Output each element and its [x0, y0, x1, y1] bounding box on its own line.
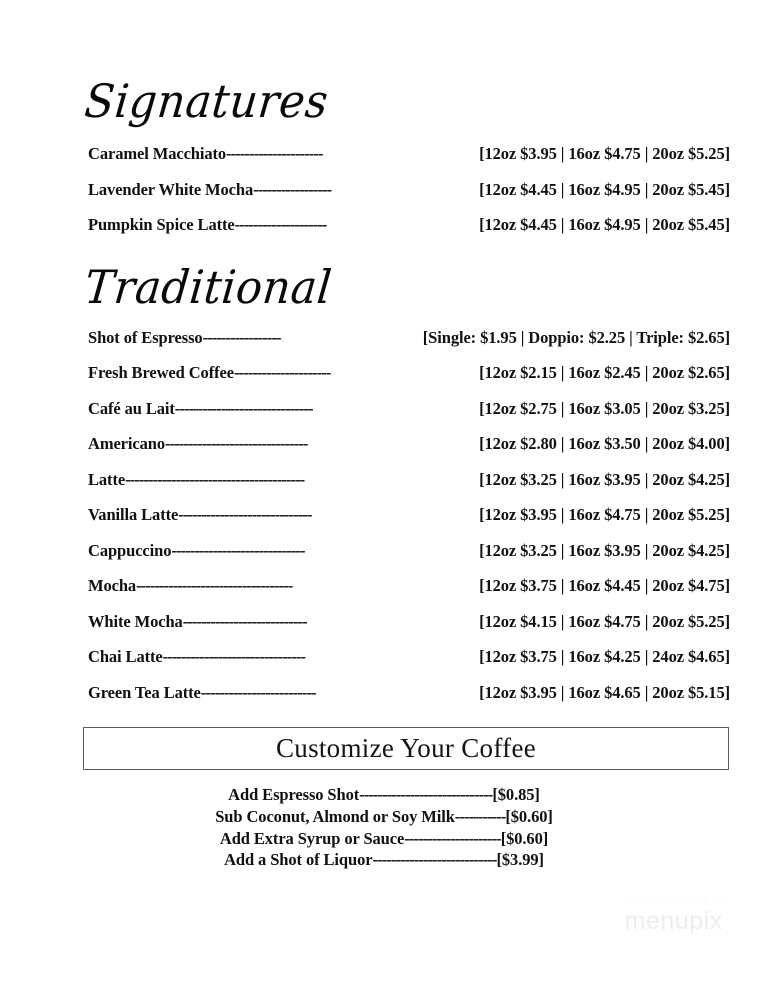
leader-dashes: ---------------------: [226, 146, 323, 163]
addon-row: [220, 828, 548, 850]
menu-item-price: [12oz $4.45 | 16oz $4.95 | 20oz $5.45]: [479, 179, 730, 199]
addons-list: [38, 784, 730, 871]
leader-dashes: --------------------: [234, 217, 327, 234]
menu-item-price: [12oz $2.15 | 16oz $2.45 | 20oz $2.65]: [479, 363, 730, 382]
leader-dashes: -----------------------------: [171, 542, 305, 559]
leader-dashes: -----------------: [202, 329, 281, 346]
menu-item-price: [12oz $2.80 | 16oz $3.50 | 20oz $4.00]: [479, 434, 730, 453]
menu-item-row: [88, 682, 730, 702]
menu-item-name: Lavender White Mocha: [88, 179, 254, 199]
leader-dashes: -------------------------------: [162, 649, 306, 666]
watermark-subtitle: full menu online at: [623, 893, 724, 905]
menu-item-name: Pumpkin Spice Latte: [88, 215, 235, 234]
menu-item-price: [12oz $3.75 | 16oz $4.45 | 20oz $4.75]: [479, 576, 730, 595]
traditional-section: [38, 234, 730, 314]
menu-item-name: Vanilla Latte: [88, 505, 179, 524]
leader-dashes: ---------------------------: [372, 850, 497, 870]
menu-item-row: [88, 469, 730, 489]
menu-item-price: [12oz $3.95 | 16oz $4.75 | 20oz $5.25]: [479, 505, 730, 524]
addon-name: Sub Coconut, Almond or Soy Milk: [215, 806, 455, 826]
menu-item-price: [Single: $1.95 | Doppio: $2.25 | Triple: $2.65]: [422, 327, 730, 347]
menu-item-name: Fresh Brewed Coffee: [88, 363, 234, 382]
menu-item-row: [88, 179, 730, 199]
leader-dashes: ---------------------------: [182, 613, 307, 630]
leader-dashes: ------------------------------: [174, 400, 313, 417]
menu-item-row: [88, 649, 730, 666]
signatures-item-list: [38, 146, 730, 234]
menu-item-row: [88, 146, 730, 163]
menu-item-row: [88, 611, 730, 631]
menu-item-row: [88, 217, 730, 234]
menu-item-row: [88, 365, 730, 382]
traditional-item-list: [38, 327, 730, 702]
addon-name: Add a Shot of Liquor: [224, 850, 373, 870]
menu-item-price: [12oz $3.95 | 16oz $4.75 | 20oz $5.25]: [479, 144, 730, 163]
customize-title: Customize Your Coffee: [275, 733, 537, 763]
menu-item-name: Caramel Macchiato: [88, 144, 227, 163]
menu-item-name: Café au Lait: [88, 398, 175, 418]
menupix-watermark: [623, 893, 724, 936]
addon-price: [$3.99]: [496, 850, 544, 870]
leader-dashes: -------------------------------: [165, 436, 308, 453]
menu-item-price: [12oz $3.25 | 16oz $3.95 | 20oz $4.25]: [479, 469, 730, 489]
addon-row: [228, 784, 540, 806]
menu-item-row: [88, 327, 730, 347]
menu-item-price: [12oz $2.75 | 16oz $3.05 | 20oz $3.25]: [479, 398, 730, 418]
leader-dashes: ----------------------------------: [136, 578, 293, 595]
menu-item-name: Green Tea Latte: [88, 682, 201, 702]
menu-item-row: [88, 436, 730, 453]
menu-item-name: Mocha: [88, 576, 137, 595]
addon-price: [$0.60]: [505, 806, 553, 826]
addon-name: Add Espresso Shot: [228, 785, 360, 804]
menu-item-row: [88, 540, 730, 560]
addon-row: [215, 806, 553, 828]
menu-item-name: Shot of Espresso: [88, 327, 203, 347]
leader-dashes: -------------------------: [200, 684, 316, 701]
signatures-section: [38, 0, 730, 128]
customize-your-coffee-box: [83, 727, 729, 770]
menu-item-name: Cappuccino: [88, 540, 172, 560]
leader-dashes: ---------------------------------------: [125, 471, 305, 488]
menu-item-price: [12oz $3.75 | 16oz $4.25 | 24oz $4.65]: [479, 647, 730, 666]
menu-item-price: [12oz $3.25 | 16oz $3.95 | 20oz $4.25]: [479, 540, 730, 560]
menu-item-row: [88, 578, 730, 595]
leader-dashes: -----------------------------: [359, 785, 493, 804]
leader-dashes: -----------------: [253, 181, 332, 198]
menu-item-price: [12oz $4.15 | 16oz $4.75 | 20oz $5.25]: [479, 611, 730, 631]
leader-dashes: -----------: [454, 806, 506, 826]
leader-dashes: ---------------------: [404, 828, 501, 848]
addon-row: [224, 849, 544, 871]
menu-item-price: [12oz $4.45 | 16oz $4.95 | 20oz $5.45]: [479, 215, 730, 234]
menu-item-row: [88, 398, 730, 418]
menu-item-name: Chai Latte: [88, 647, 163, 666]
menu-item-price: [12oz $3.95 | 16oz $4.65 | 20oz $5.15]: [479, 682, 730, 702]
menu-item-name: White Mocha: [88, 611, 183, 631]
addon-price: [$0.60]: [500, 828, 549, 848]
menu-item-name: Americano: [88, 434, 165, 453]
section-heading-signatures: Signatures: [82, 74, 331, 128]
menu-item-name: Latte: [88, 469, 126, 489]
addon-name: Add Extra Syrup or Sauce: [219, 828, 405, 848]
leader-dashes: ---------------------: [233, 365, 331, 382]
watermark-brand: menupix: [624, 907, 723, 935]
section-heading-traditional: Traditional: [82, 259, 335, 314]
menu-item-row: [88, 507, 730, 524]
leader-dashes: -----------------------------: [178, 507, 312, 524]
addon-price: [$0.85]: [492, 785, 540, 804]
